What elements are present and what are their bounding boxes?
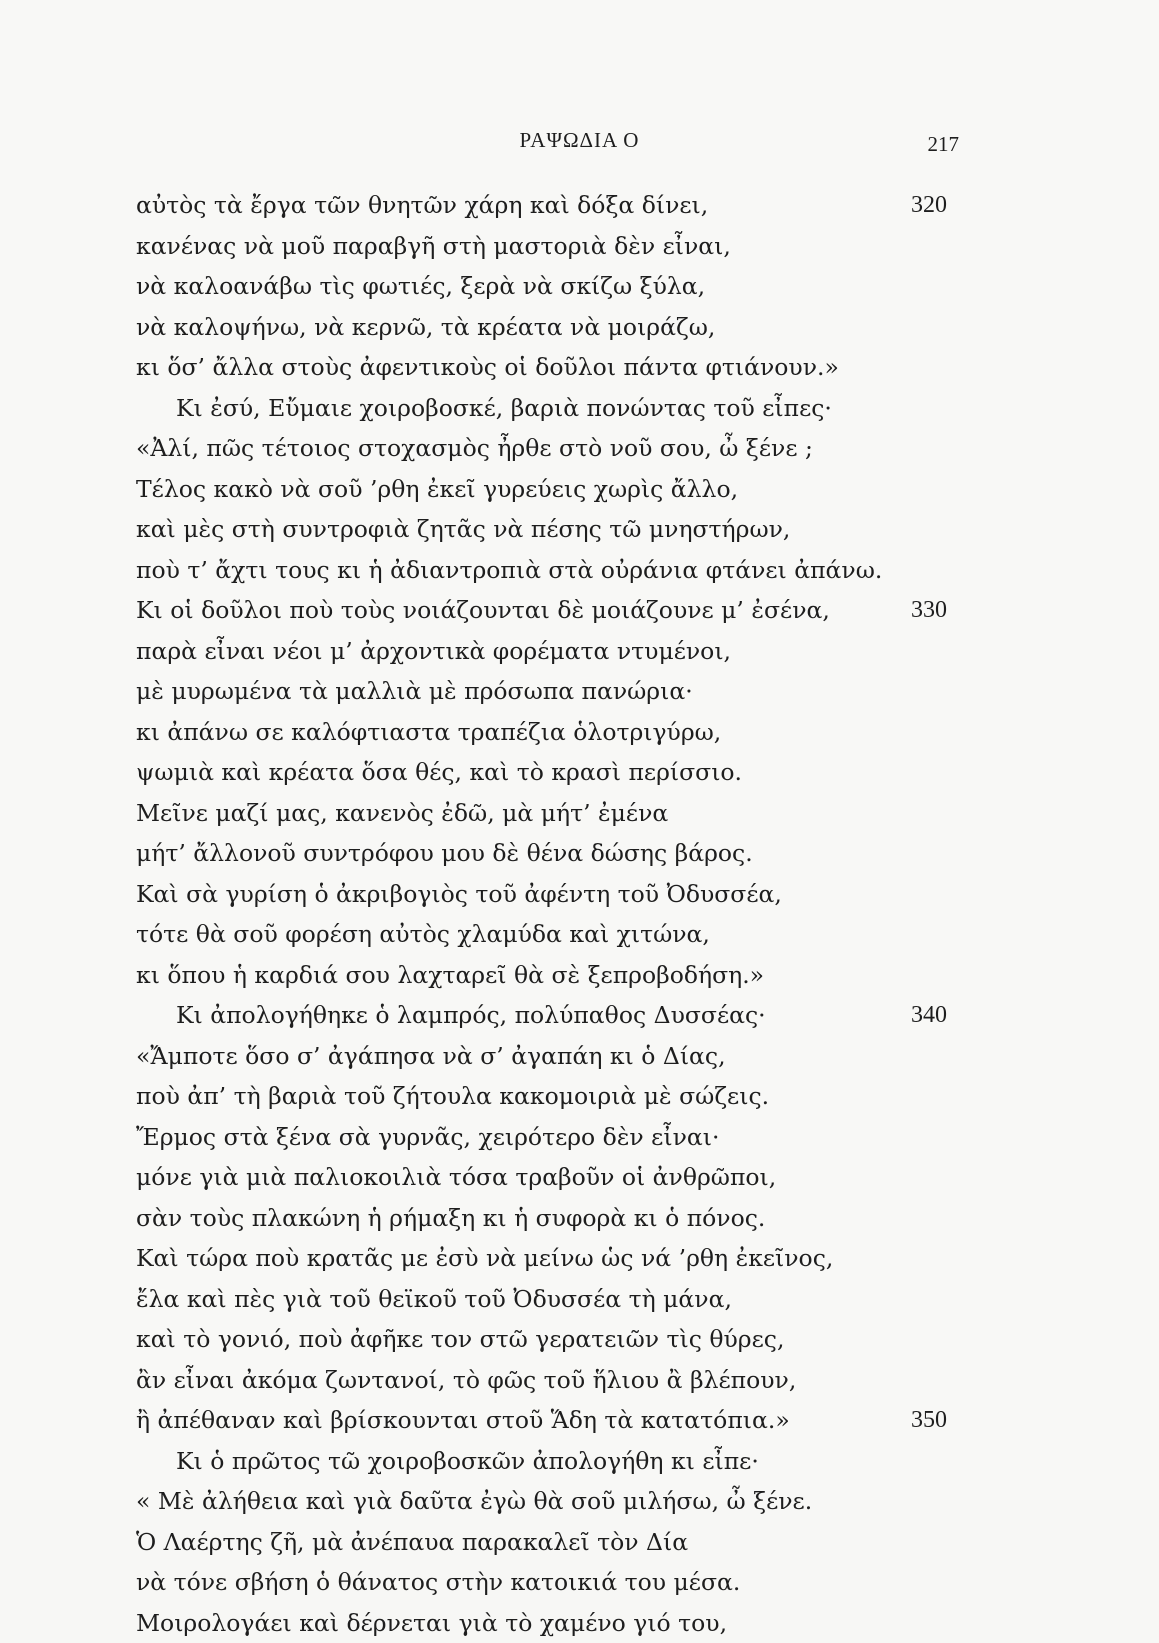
verse-line (0, 631, 1159, 672)
verse-text: «Ἀλί, πῶς τέτοιος στοχασμὸς ἦρθε στὸ νοῦ σου, ὦ ξένε ; (136, 428, 813, 469)
verse-text: νὰ καλοψήνω, νὰ κερνῶ, τὰ κρέατα νὰ μοιράζω, (136, 307, 715, 348)
verse-line (0, 509, 1159, 550)
verse-block (0, 185, 1159, 1643)
running-title: ΡΑΨΩΔΙΑ Ο (0, 128, 1159, 153)
verse-line (0, 307, 1159, 348)
verse-line (0, 793, 1159, 834)
verse-text: μὲ μυρωμένα τὰ μαλλιὰ μὲ πρόσωπα πανώρια· (136, 671, 693, 712)
verse-line (0, 590, 1159, 631)
verse-text: Ἔρμος στὰ ξένα σὰ γυρνᾶς, χειρότερο δὲν εἶναι· (136, 1117, 719, 1158)
verse-line (0, 266, 1159, 307)
verse-line (0, 1481, 1159, 1522)
verse-line (0, 1036, 1159, 1077)
line-number: 350 (911, 1400, 947, 1441)
verse-line (0, 1157, 1159, 1198)
verse-text: καὶ μὲς στὴ συντροφιὰ ζητᾶς νὰ πέσης τῶ μνηστήρων, (136, 509, 790, 550)
verse-text: νὰ καλοανάβω τὶς φωτιές, ξερὰ νὰ σκίζω ξύλα, (136, 266, 705, 307)
verse-text: μήτ’ ἄλλονοῦ συντρόφου μου δὲ θένα δώσης βάρος. (136, 833, 753, 874)
verse-text: κι ὅπου ἡ καρδιά σου λαχταρεῖ θὰ σὲ ξεπροβοδήση.» (136, 955, 764, 996)
verse-line (0, 388, 1159, 429)
verse-line (0, 1198, 1159, 1239)
verse-text: ποὺ τ’ ἄχτι τους κι ἡ ἀδιαντροπιὰ στὰ οὐράνια φτάνει ἀπάνω. (136, 550, 882, 591)
verse-text: Ὁ Λαέρτης ζῆ, μὰ ἀνέπαυα παρακαλεῖ τὸν Δία (136, 1522, 688, 1563)
verse-line (0, 1562, 1159, 1603)
page-number: 217 (928, 132, 960, 157)
verse-text: αὐτὸς τὰ ἔργα τῶν θνητῶν χάρη καὶ δόξα δίνει, (136, 185, 708, 226)
verse-text: μόνε γιὰ μιὰ παλιοκοιλιὰ τόσα τραβοῦν οἱ ἀνθρῶποι, (136, 1157, 776, 1198)
verse-line (0, 1279, 1159, 1320)
verse-text: ἂν εἶναι ἀκόμα ζωντανοί, τὸ φῶς τοῦ ἥλιου ἂ βλέπουν, (136, 1360, 796, 1401)
verse-line (0, 1522, 1159, 1563)
verse-line (0, 1238, 1159, 1279)
verse-line (0, 226, 1159, 267)
verse-text: Καὶ σὰ γυρίση ὁ ἀκριβογιὸς τοῦ ἀφέντη τοῦ Ὀδυσσέα, (136, 874, 782, 915)
verse-line (0, 1400, 1159, 1441)
verse-text: σὰν τοὺς πλακώνη ἡ ρήμαξη κι ἡ συφορὰ κι ὁ πόνος. (136, 1198, 765, 1239)
verse-text: Κι ἐσύ, Εὔμαιε χοιροβοσκέ, βαριὰ πονώντας τοῦ εἶπες· (176, 388, 832, 429)
verse-line (0, 550, 1159, 591)
verse-text: κανένας νὰ μοῦ παραβγῆ στὴ μαστοριὰ δὲν εἶναι, (136, 226, 731, 267)
verse-line (0, 347, 1159, 388)
verse-text: κι ὅσ’ ἄλλα στοὺς ἀφεντικοὺς οἱ δοῦλοι πάντα φτιάνουν.» (136, 347, 839, 388)
verse-line (0, 874, 1159, 915)
verse-text: Μεῖνε μαζί μας, κανενὸς ἐδῶ, μὰ μήτ’ ἐμένα (136, 793, 668, 834)
verse-text: Τέλος κακὸ νὰ σοῦ ’ρθη ἐκεῖ γυρεύεις χωρὶς ἄλλο, (136, 469, 738, 510)
verse-line (0, 752, 1159, 793)
verse-text: ποὺ ἀπ’ τὴ βαριὰ τοῦ ζήτουλα κακομοιριὰ μὲ σώζεις. (136, 1076, 769, 1117)
verse-line (0, 469, 1159, 510)
line-number: 320 (911, 185, 947, 226)
verse-line (0, 914, 1159, 955)
verse-line (0, 1603, 1159, 1643)
verse-text: κι ἀπάνω σε καλόφτιαστα τραπέζια ὁλοτριγύρω, (136, 712, 721, 753)
verse-text: καὶ τὸ γονιό, ποὺ ἀφῆκε τον στῶ γερατειῶν τὶς θύρες, (136, 1319, 784, 1360)
line-number: 330 (911, 590, 947, 631)
verse-line (0, 1076, 1159, 1117)
verse-line (0, 1441, 1159, 1482)
verse-text: Κι ὁ πρῶτος τῶ χοιροβοσκῶν ἀπολογήθη κι εἶπε· (176, 1441, 759, 1482)
verse-text: Μοιρολογάει καὶ δέρνεται γιὰ τὸ χαμένο γιό του, (136, 1603, 727, 1643)
verse-text: ἢ ἀπέθαναν καὶ βρίσκουνται στοῦ Ἅδη τὰ κατατόπια.» (136, 1400, 790, 1441)
verse-line (0, 1319, 1159, 1360)
verse-line (0, 671, 1159, 712)
verse-text: «Ἄμποτε ὅσο σ’ ἀγάπησα νὰ σ’ ἀγαπάη κι ὁ Δίας, (136, 1036, 726, 1077)
verse-text: παρὰ εἶναι νέοι μ’ ἀρχοντικὰ φορέματα ντυμένοι, (136, 631, 731, 672)
line-number: 340 (911, 995, 947, 1036)
verse-line (0, 185, 1159, 226)
verse-text: Κι οἱ δοῦλοι ποὺ τοὺς νοιάζουνται δὲ μοιάζουνε μ’ ἐσένα, (136, 590, 830, 631)
verse-line (0, 712, 1159, 753)
verse-text: ψωμιὰ καὶ κρέατα ὅσα θές, καὶ τὸ κρασὶ περίσσιο. (136, 752, 742, 793)
verse-text: Κι ἀπολογήθηκε ὁ λαμπρός, πολύπαθος Δυσσέας· (176, 995, 766, 1036)
verse-line (0, 955, 1159, 996)
verse-line (0, 995, 1159, 1036)
verse-text: « Μὲ ἀλήθεια καὶ γιὰ δαῦτα ἐγὼ θὰ σοῦ μιλήσω, ὦ ξένε. (136, 1481, 812, 1522)
verse-line (0, 428, 1159, 469)
verse-line (0, 1360, 1159, 1401)
verse-line (0, 1117, 1159, 1158)
verse-text: τότε θὰ σοῦ φορέση αὐτὸς χλαμύδα καὶ χιτώνα, (136, 914, 710, 955)
verse-line (0, 833, 1159, 874)
verse-text: νὰ τόνε σβήση ὁ θάνατος στὴν κατοικιά του μέσα. (136, 1562, 740, 1603)
verse-text: Καὶ τώρα ποὺ κρατᾶς με ἐσὺ νὰ μείνω ὡς νά ’ρθη ἐκεῖνος, (136, 1238, 833, 1279)
verse-text: ἔλα καὶ πὲς γιὰ τοῦ θεϊκοῦ τοῦ Ὀδυσσέα τὴ μάνα, (136, 1279, 732, 1320)
